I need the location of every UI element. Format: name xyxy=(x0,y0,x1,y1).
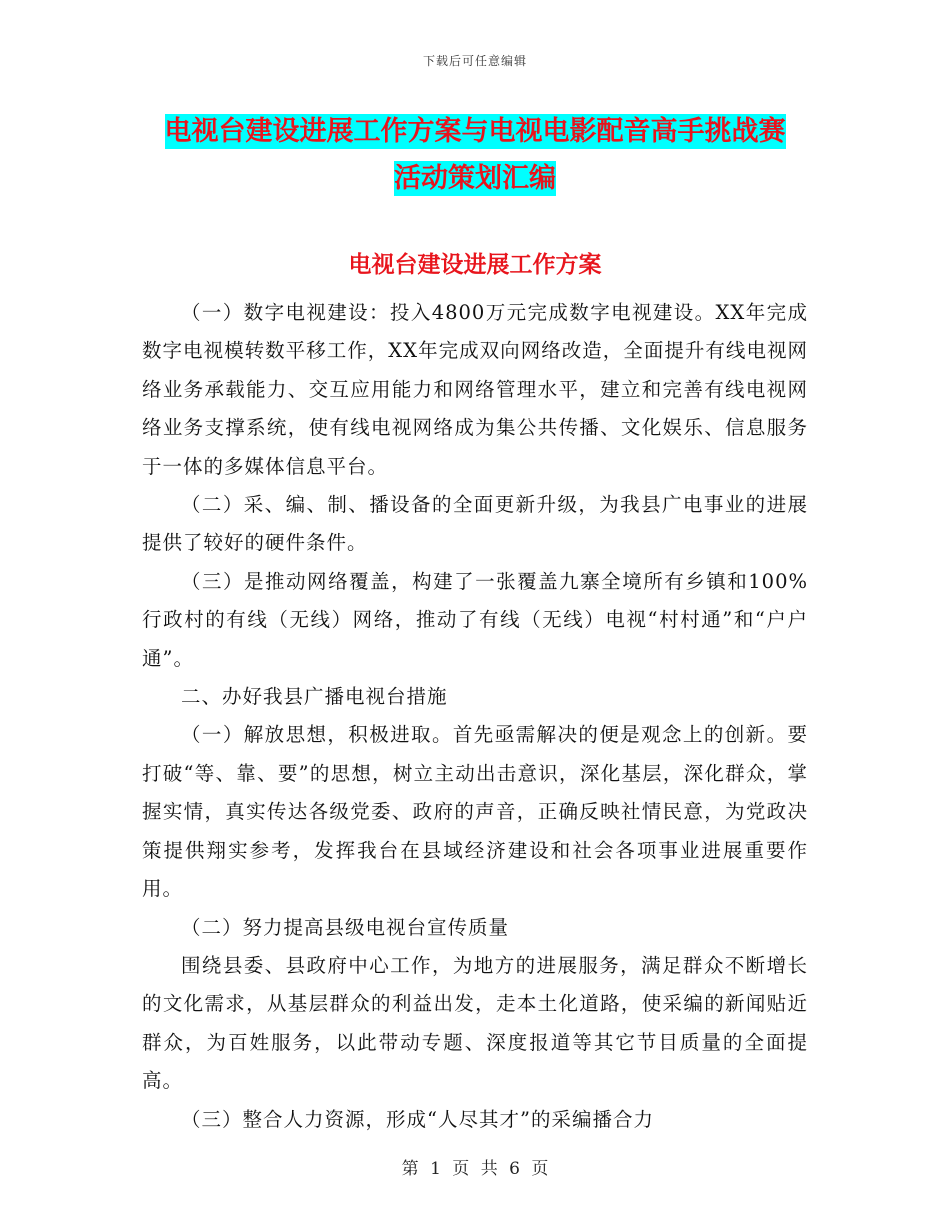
paragraph: （二）努力提高县级电视台宣传质量 xyxy=(181,915,510,939)
paragraph: （一）数字电视建设：投入4800万元完成数字电视建设。XX年完成数字电视模转数平移工作，XX年完成双向网络改造，全面提升有线电视网络业务承载能力、交互应用能力和网络管理水平，建立和完善有线电视网络业务支撑系统，使有线电视网络成为集公共传播、文化娱乐、信息服务于一体的多媒体信息平台。 xyxy=(142,301,808,478)
document-title xyxy=(140,108,810,202)
paragraph: （一）解放思想，积极进取。首先亟需解决的便是观念上的创新。要打破“等、靠、要”的思想，树立主动出击意识，深化基层，深化群众，掌握实情，真实传达各级党委、政府的声音，正确反映社情民意，为党政决策提供翔实参考，发挥我台在县域经济建设和社会各项事业进展重要作用。 xyxy=(142,723,808,901)
section-title: 电视台建设进展工作方案 xyxy=(348,252,602,278)
paragraph: （二）采、编、制、播设备的全面更新升级，为我县广电事业的进展提供了较好的硬件条件。 xyxy=(142,493,808,555)
paragraph: 二、办好我县广播电视台措施 xyxy=(181,685,448,709)
document-title-line-2: 活动策划汇编 xyxy=(394,163,556,194)
paragraph: （三）是推动网络覆盖，构建了一张覆盖九寨全境所有乡镇和100%行政村的有线（无线）网络，推动了有线（无线）电视“村村通”和“户户通”。 xyxy=(142,569,808,670)
page-header-note: 下载后可任意编辑 xyxy=(422,54,527,68)
paragraph: （三）整合人力资源，形成“人尽其才”的采编播合力 xyxy=(181,1107,654,1131)
document-body xyxy=(142,294,808,1139)
document-title-line-1: 电视台建设进展工作方案与电视电影配音高手挑战赛 xyxy=(164,116,786,147)
page-footer: 第 1 页 共 6 页 xyxy=(401,1159,549,1179)
paragraph: 围绕县委、县政府中心工作，为地方的进展服务，满足群众不断增长的文化需求，从基层群众的利益出发，走本土化道路，使采编的新闻贴近群众，为百姓服务，以此带动专题、深度报道等其它节目质量的全面提高。 xyxy=(142,953,808,1093)
